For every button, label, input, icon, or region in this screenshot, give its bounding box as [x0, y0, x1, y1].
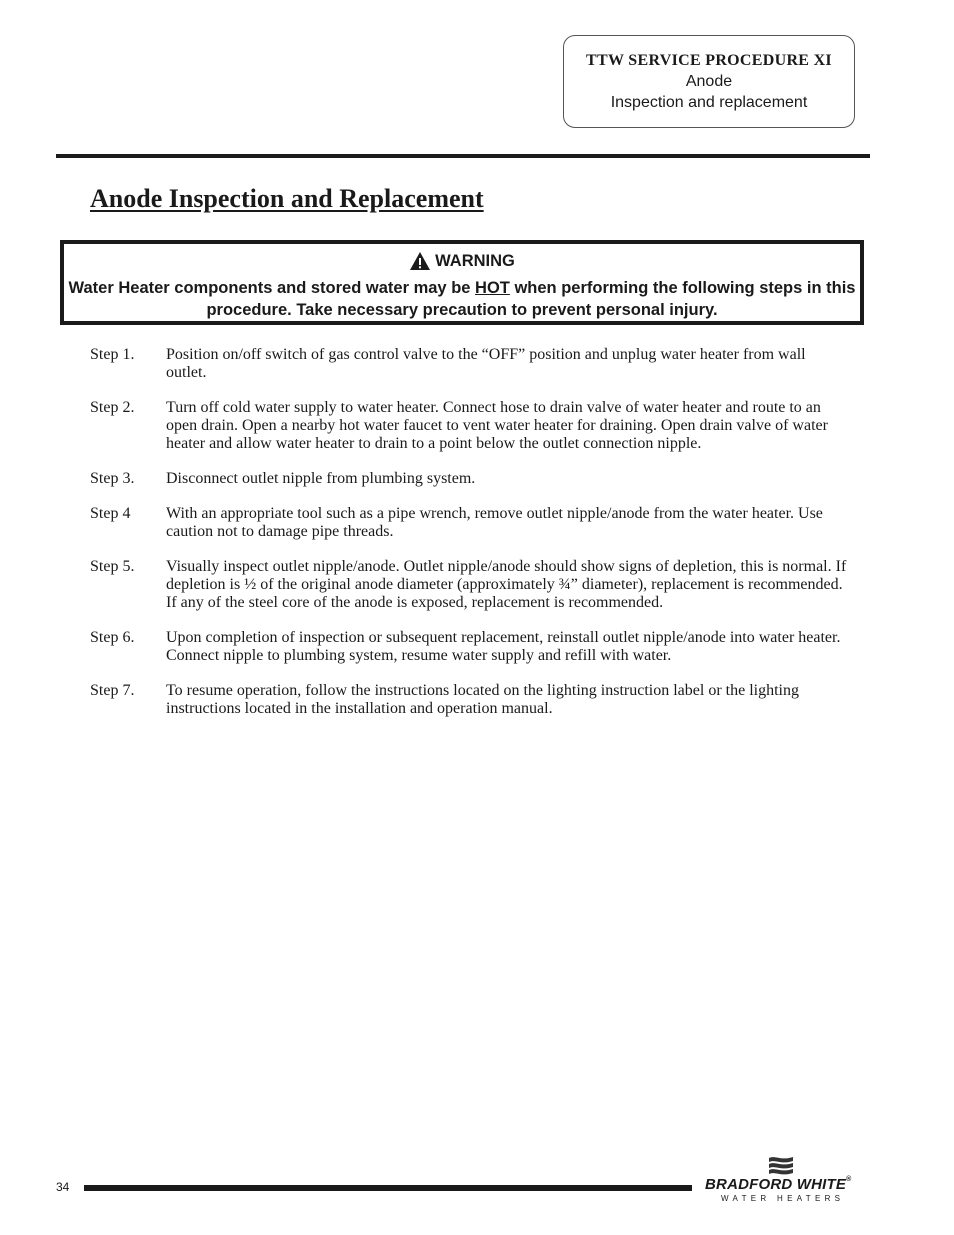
step-item [90, 399, 850, 453]
procedure-subject: Anode [685, 73, 733, 90]
step-text: Position on/off switch of gas control valve to the “OFF” position and unplug water heater from wall outlet. [166, 346, 806, 381]
warning-text-after: when performing the following steps in this procedure. Take necessary precaution to prevent personal injury. [206, 279, 856, 319]
logo-tagline: WATER HEATERS [721, 1194, 845, 1203]
warning-hot-emphasis: HOT [475, 279, 510, 297]
step-text: Turn off cold water supply to water heater. Connect hose to drain valve of water heater and route to an open drain. Open a nearby hot water faucet to vent water heater for draining. Open drain valve of water heater and allow water heater to drain to a point below the outlet connection nipple. [166, 399, 828, 452]
step-item [90, 558, 850, 612]
procedure-description: Inspection and replacement [610, 94, 808, 111]
logo-registered-mark: ® [846, 1176, 852, 1183]
flag-logo-icon [767, 1155, 795, 1177]
procedure-header-box [563, 35, 855, 128]
logo-name-text: BRADFORD WHITE [705, 1176, 847, 1193]
warning-triangle-icon [409, 251, 431, 271]
warning-text [64, 277, 860, 321]
page-number: 34 [56, 1180, 70, 1194]
warning-text-before: Water Heater components and stored water may be [68, 279, 476, 297]
step-item [90, 346, 850, 382]
step-item [90, 629, 850, 665]
step-text: Visually inspect outlet nipple/anode. Outlet nipple/anode should show signs of depletion, this is normal. If depletion is ½ of the original anode diameter (approximately ¾” diameter), replacement is recommended. If any of the steel core of the anode is exposed, replacement is recommended. [166, 558, 847, 611]
step-label: Step 5. [90, 558, 135, 575]
step-item [90, 470, 850, 488]
step-text: Disconnect outlet nipple from plumbing system. [166, 470, 476, 487]
procedure-number: TTW SERVICE PROCEDURE XI [586, 52, 832, 69]
steps-list [90, 346, 850, 735]
step-text: Upon completion of inspection or subsequent replacement, reinstall outlet nipple/anode into water heater. Connect nipple to plumbing system, resume water supply and refill with water. [166, 629, 841, 664]
step-label: Step 4 [90, 505, 131, 522]
warning-box [60, 240, 864, 325]
top-divider [56, 154, 870, 158]
step-label: Step 7. [90, 682, 135, 699]
warning-heading: WARNING [435, 252, 515, 270]
warning-heading-row [409, 250, 515, 272]
bradford-white-logo [703, 1155, 863, 1205]
step-label: Step 1. [90, 346, 135, 363]
step-item [90, 682, 850, 718]
step-item [90, 505, 850, 541]
logo-name [705, 1176, 851, 1193]
step-label: Step 6. [90, 629, 135, 646]
footer-divider [84, 1185, 692, 1191]
step-text: With an appropriate tool such as a pipe wrench, remove outlet nipple/anode from the water heater. Use caution not to damage pipe threads. [166, 505, 823, 540]
step-label: Step 3. [90, 470, 135, 487]
step-text: To resume operation, follow the instructions located on the lighting instruction label or the lighting instructions located in the installation and operation manual. [166, 682, 799, 717]
page-title: Anode Inspection and Replacement [90, 184, 484, 213]
step-label: Step 2. [90, 399, 135, 416]
